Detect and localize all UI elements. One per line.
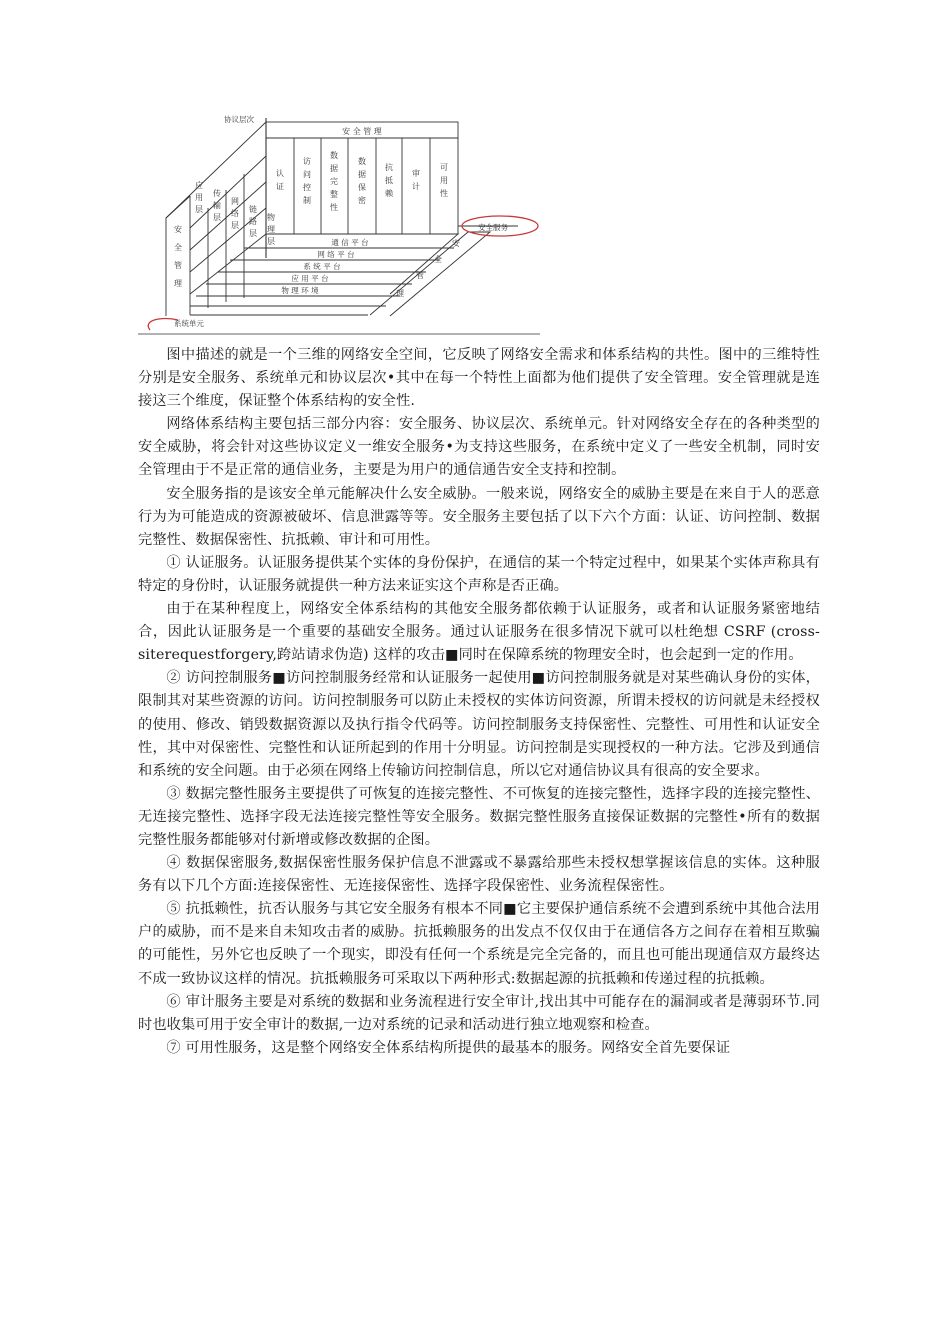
paragraph: ⑥ 审计服务主要是对系统的数据和业务流程进行安全审计,找出其中可能存在的漏洞或者是薄弱环节.同时也收集可用于安全审计的数据,一边对系统的记录和活动进行独立地观察和检查。 (138, 993, 820, 1033)
service-char: 问 (303, 170, 311, 179)
service-char: 用 (440, 176, 448, 185)
protocol-layer-char: 网 (231, 197, 239, 206)
mgmt-top-label: 安 全 管 理 (342, 127, 382, 136)
security-architecture-diagram (138, 108, 540, 336)
service-char: 数 (358, 157, 366, 166)
service-axis-label: 安全服务 (478, 223, 508, 232)
service-char: 完 (330, 177, 338, 186)
mgmt-right-char: 全 (434, 255, 442, 264)
mgmt-left-char: 全 (174, 243, 182, 252)
mgmt-right-char: 安 (452, 239, 460, 248)
service-char: 可 (440, 163, 448, 172)
paragraph: ④ 数据保密服务,数据保密性服务保护信息不泄露或不暴露给那些未授权想掌握该信息的实体。这种服务有以下几个方面:连接保密性、无连接保密性、选择字段保密性、业务流程保密性。 (138, 855, 820, 895)
service-char: 证 (276, 182, 284, 191)
unit-axis-label: 系统单元 (174, 319, 204, 328)
service-char: 认 (276, 169, 284, 178)
protocol-layer-char: 理 (267, 225, 275, 234)
mgmt-left-char: 管 (174, 261, 182, 270)
mgmt-left-char: 理 (174, 279, 182, 288)
document-body (138, 344, 820, 1060)
paragraph: 图中描述的就是一个三维的网络安全空间，它反映了网络安全需求和体系结构的共性。图中的三维特性分别是安全服务、系统单元和协议层次•其中在每一个特性上面都为他们提供了安全管理。安全管理就是连接这三个维度，保证整个体系结构的安全性. (138, 347, 820, 410)
protocol-layer-char: 传 (213, 189, 221, 198)
service-char: 抗 (385, 163, 393, 172)
platform-label: 通 信 平 台 (331, 238, 369, 247)
service-char: 性 (330, 203, 338, 212)
service-char: 保 (358, 183, 366, 192)
paragraph: 安全服务指的是该安全单元能解决什么安全威胁。一般来说，网络安全的威胁主要是在来自于人的恶意行为为可能造成的资源被破坏、信息泄露等等。安全服务主要包括了以下六个方面：认证、访问控制、数据完整性、数据保密性、抗抵赖、审计和可用性。 (138, 485, 820, 548)
platform-label: 物 理 环 境 (281, 286, 319, 295)
service-char: 计 (412, 182, 420, 191)
mgmt-right-char: 管 (416, 271, 424, 280)
protocol-layer-char: 层 (231, 221, 239, 230)
platform-label: 应 用 平 台 (291, 274, 329, 283)
service-char: 数 (330, 151, 338, 160)
platform-label: 网 络 平 台 (317, 250, 355, 259)
protocol-layer-char: 层 (249, 229, 257, 238)
paragraph: ⑤ 抗抵赖性，抗否认服务与其它安全服务有根本不同■它主要保护通信系统不会遭到系统中其他合法用户的威胁，而不是来自未知攻击者的威胁。抗抵赖服务的出发点不仅仅由于在通信各方之间存在着相互欺骗的可能性，另外它也反映了一个现实，即没有任何一个系统是完全完备的，而且也可能出现通信双方最终达不成一致协议这样的情况。抗抵赖服务可采取以下两种形式:数据起源的抗抵赖和传递过程的抗抵赖。 (138, 901, 820, 987)
protocol-layer-char: 用 (195, 193, 203, 202)
service-char: 控 (303, 183, 311, 192)
protocol-layer-char: 应 (195, 181, 203, 190)
service-char: 密 (358, 196, 366, 205)
protocol-layer-char: 物 (267, 213, 275, 222)
service-char: 审 (412, 169, 420, 178)
service-char: 据 (358, 170, 366, 179)
paragraph: ① 认证服务。认证服务提供某个实体的身份保护，在通信的某一个特定过程中，如果某个实体声称具有特定的身份时，认证服务就提供一种方法来证实这个声称是否正确。 (138, 554, 820, 594)
protocol-layer-char: 层 (195, 205, 203, 214)
protocol-layer-char: 路 (249, 217, 257, 226)
protocol-layer-char: 输 (213, 201, 221, 210)
service-char: 制 (303, 196, 311, 205)
service-char: 赖 (385, 189, 393, 198)
paragraph: 由于在某种程度上，网络安全体系结构的其他安全服务都依赖于认证服务，或者和认证服务紧密地结合，因此认证服务是一个重要的基础安全服务。通过认证服务在很多情况下就可以杜绝想 CSRF (cross-siterequestforgery,跨站请求伪造) 这样的攻击■同时在保障系统的物理安全时，也会起到一定的作用。 (138, 601, 820, 664)
protocol-layer-char: 层 (267, 237, 275, 246)
service-char: 性 (440, 189, 448, 198)
paragraph: ⑦ 可用性服务，这是整个网络安全体系结构所提供的最基本的服务。网络安全首先要保证 (166, 1039, 731, 1056)
mgmt-right-char: 理 (396, 289, 404, 298)
service-char: 抵 (385, 176, 393, 185)
paragraph: ② 访问控制服务■访问控制服务经常和认证服务一起使用■访问控制服务就是对某些确认身份的实体，限制其对某些资源的访问。访问控制服务可以防止未授权的实体访问资源，所谓未授权的访问就是未经授权的使用、修改、销毁数据资源以及执行指令代码等。访问控制服务支持保密性、完整性、可用性和认证安全性，其中对保密性、完整性和认证所起到的作用十分明显。访问控制是实现授权的一种方法。它涉及到通信和系统的安全问题。由于必须在网络上传输访问控制信息，所以它对通信协议具有很高的安全要求。 (138, 670, 820, 779)
mgmt-left-char: 安 (174, 225, 182, 234)
protocol-layer-char: 链 (249, 205, 257, 214)
protocol-axis-label: 协议层次 (224, 115, 254, 124)
protocol-layer-char: 层 (213, 213, 221, 222)
service-char: 访 (303, 157, 311, 166)
service-char: 整 (330, 190, 338, 199)
paragraph: 网络体系结构主要包括三部分内容：安全服务、协议层次、系统单元。针对网络安全存在的各种类型的安全威胁，将会针对这些协议定义一维安全服务•为支持这些服务，在系统中定义了一些安全机制，同时安全管理由于不是正常的通信业务，主要是为用户的通信通告安全支持和控制。 (138, 416, 820, 479)
platform-label: 系 统 平 台 (303, 262, 341, 271)
paragraph: ③ 数据完整性服务主要提供了可恢复的连接完整性、不可恢复的连接完整性，选择字段的连接完整性、无连接完整性、选择字段无法连接完整性等安全服务。数据完整性服务直接保证数据的完整性•所有的数据完整性服务都能够对付新增或修改数据的企图。 (138, 785, 820, 848)
service-char: 据 (330, 164, 338, 173)
protocol-layer-char: 络 (231, 209, 239, 218)
